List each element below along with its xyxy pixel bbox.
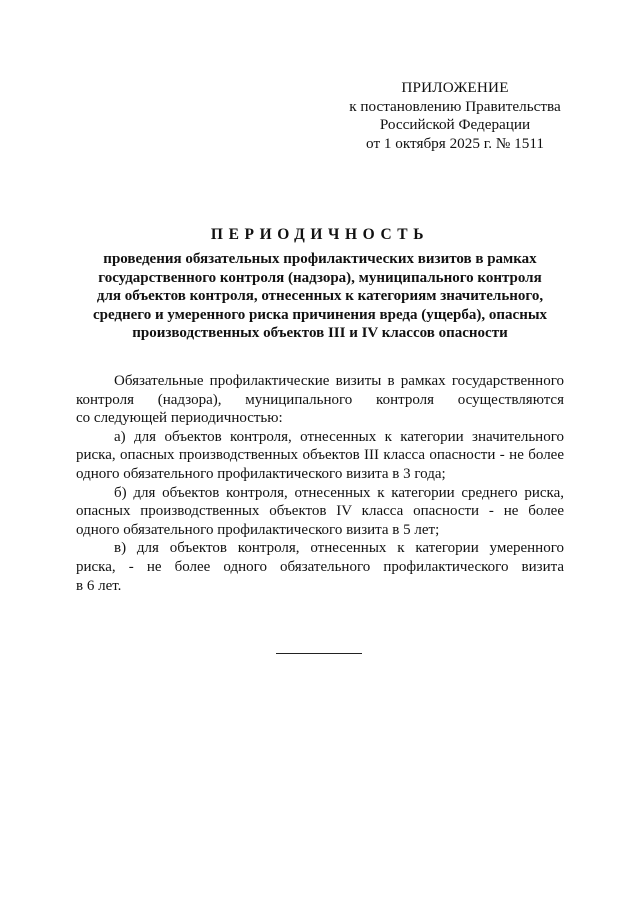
paragraph-line: б) для объектов контроля, отнесенных к категории среднего риска, [114,484,564,501]
subtitle-line: среднего и умеренного риска причинения вреда (ущерба), опасных [92,306,548,323]
appendix-block [330,79,580,153]
paragraph-line: со следующей периодичностью: [76,410,283,427]
paragraph-line: контроля (надзора), муниципального контроля осуществляются [76,391,564,408]
subtitle-line: для объектов контроля, отнесенных к категориям значительного, [96,288,544,304]
appendix-heading: ПРИЛОЖЕНИЕ [401,79,509,96]
paragraph-line: в) для объектов контроля, отнесенных к категории умеренного [114,540,564,557]
paragraph-line: одного обязательного профилактического визита в 5 лет; [76,521,440,538]
item-b-paragraph [76,484,564,540]
document-title: ПЕРИОДИЧНОСТЬ [210,226,430,243]
paragraph-line: опасных производственных объектов IV класса опасности - не более [76,503,564,520]
subtitle-line: производственных объектов III и IV классов опасности [132,325,508,341]
paragraph-line: риска, опасных производственных объектов III класса опасности - не более [76,447,564,464]
item-a-paragraph [76,428,564,484]
subtitle-line: государственного контроля (надзора), муниципального контроля [98,269,542,286]
document-subtitle [70,250,570,343]
intro-paragraph [76,372,564,428]
appendix-line-decree: к постановлению Правительства [349,97,561,115]
paragraph-line: а) для объектов контроля, отнесенных к категории значительного [114,428,564,445]
appendix-line-federation: Российской Федерации [379,116,531,133]
subtitle-line: проведения обязательных профилактических визитов в рамках [103,251,537,267]
paragraph-line: одного обязательного профилактического визита в 3 года; [76,465,446,482]
document-body [76,372,564,595]
appendix-line-date-number: от 1 октября 2025 г. № 1511 [366,134,544,152]
closing-rule [276,653,362,654]
item-c-paragraph [76,539,564,595]
paragraph-line: риска, - не более одного обязательного профилактического визита [76,558,564,575]
paragraph-line: в 6 лет. [76,577,122,594]
paragraph-line: Обязательные профилактические визиты в рамках государственного [114,373,564,389]
